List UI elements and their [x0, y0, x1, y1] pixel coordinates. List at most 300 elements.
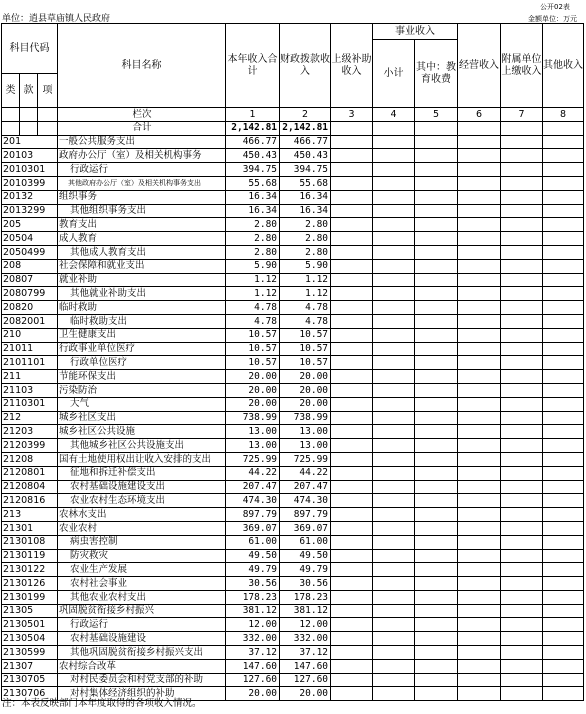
- fiscal-allocation-value: 2.80: [280, 218, 331, 232]
- subject-code: 2120816: [2, 494, 58, 508]
- total-income-value: 450.43: [226, 149, 280, 163]
- empty-cell: [458, 618, 501, 632]
- fiscal-allocation-value: 4.78: [280, 301, 331, 315]
- empty-cell: [458, 508, 501, 522]
- empty-cell: [458, 149, 501, 163]
- subject-code: 20820: [2, 301, 58, 315]
- fiscal-allocation-value: 178.23: [280, 590, 331, 604]
- total-income-header: 本年收入合计: [226, 24, 280, 108]
- empty-cell: [373, 604, 415, 618]
- empty-cell: [373, 480, 415, 494]
- empty-cell: [331, 287, 373, 301]
- empty-cell: [458, 204, 501, 218]
- empty-cell: [415, 439, 458, 453]
- empty-cell: [415, 494, 458, 508]
- empty-cell: [415, 508, 458, 522]
- empty-cell: [373, 356, 415, 370]
- empty-cell: [501, 425, 543, 439]
- empty-cell: [415, 632, 458, 646]
- empty-cell: [331, 425, 373, 439]
- subject-name: 节能环保支出: [58, 370, 226, 384]
- subject-code: 208: [2, 259, 58, 273]
- subject-code: 20807: [2, 273, 58, 287]
- empty-cell: [373, 245, 415, 259]
- subject-code: 210: [2, 328, 58, 342]
- subject-name: 其他巩固脱贫衔接乡村振兴支出: [58, 646, 226, 660]
- empty-cell: [331, 259, 373, 273]
- empty-cell: [331, 397, 373, 411]
- empty-cell: [543, 328, 584, 342]
- total-income-value: 20.00: [226, 687, 280, 701]
- empty-cell: [331, 632, 373, 646]
- empty-cell: [331, 383, 373, 397]
- total-row: [2, 121, 584, 135]
- fiscal-allocation-value: 30.56: [280, 577, 331, 591]
- empty-cell: [501, 687, 543, 701]
- table-row: [2, 646, 584, 660]
- empty-cell: [501, 590, 543, 604]
- table-row: [2, 356, 584, 370]
- empty-cell: [331, 439, 373, 453]
- empty-cell: [331, 673, 373, 687]
- fiscal-allocation-value: 16.34: [280, 190, 331, 204]
- empty-cell: [373, 466, 415, 480]
- empty-cell: [543, 452, 584, 466]
- business-income-header: 事业收入: [373, 24, 458, 40]
- empty-cell: [543, 480, 584, 494]
- empty-cell: [501, 494, 543, 508]
- empty-cell: [415, 287, 458, 301]
- empty-cell: [458, 287, 501, 301]
- empty-cell: [331, 301, 373, 315]
- lei-header: 类: [2, 74, 20, 108]
- subject-name: 政府办公厅（室）及相关机构事务: [58, 149, 226, 163]
- subject-code: 2130199: [2, 590, 58, 604]
- empty-cell: [415, 480, 458, 494]
- empty-cell: [501, 535, 543, 549]
- subject-name: 农村基础设施建设支出: [58, 480, 226, 494]
- empty-cell: [331, 466, 373, 480]
- subject-code-header: 科目代码: [2, 24, 58, 74]
- table-row: [2, 411, 584, 425]
- subject-name: 教育支出: [58, 218, 226, 232]
- empty-cell: [415, 328, 458, 342]
- xiang-header: 项: [38, 74, 58, 108]
- table-row: [2, 301, 584, 315]
- empty-cell: [373, 204, 415, 218]
- fiscal-allocation-value: 44.22: [280, 466, 331, 480]
- empty-cell: [415, 618, 458, 632]
- subject-code: 2010301: [2, 163, 58, 177]
- empty-cell: [415, 342, 458, 356]
- empty-cell: [331, 273, 373, 287]
- subject-code: 2050499: [2, 245, 58, 259]
- total-income-value: 369.07: [226, 521, 280, 535]
- empty-cell: [543, 549, 584, 563]
- empty-cell: [415, 383, 458, 397]
- empty-cell: [501, 383, 543, 397]
- empty-cell: [458, 590, 501, 604]
- empty-cell: [373, 577, 415, 591]
- subject-code: 20132: [2, 190, 58, 204]
- subject-code: 2080799: [2, 287, 58, 301]
- empty-cell: [415, 259, 458, 273]
- empty-cell: [543, 273, 584, 287]
- subject-code: 205: [2, 218, 58, 232]
- empty-cell: [331, 563, 373, 577]
- subject-name: 行政运行: [58, 618, 226, 632]
- subject-name: 一般公共服务支出: [58, 135, 226, 149]
- table-row: [2, 273, 584, 287]
- empty-cell: [501, 411, 543, 425]
- empty-cell: [458, 632, 501, 646]
- table-row: [2, 466, 584, 480]
- empty-cell: [501, 632, 543, 646]
- table-row: [2, 494, 584, 508]
- total-label: 合计: [58, 121, 226, 135]
- empty-cell: [331, 232, 373, 246]
- fiscal-allocation-value: 332.00: [280, 632, 331, 646]
- lanci-num: 5: [415, 108, 458, 122]
- business-subtotal-header: 小计: [373, 40, 415, 108]
- total-income-value: 394.75: [226, 163, 280, 177]
- empty-cell: [331, 646, 373, 660]
- fiscal-allocation-value: 394.75: [280, 163, 331, 177]
- empty-cell: [543, 232, 584, 246]
- table-row: [2, 370, 584, 384]
- subject-name: 大气: [58, 397, 226, 411]
- total-income-value: 20.00: [226, 397, 280, 411]
- empty-cell: [373, 314, 415, 328]
- fiscal-allocation-header: 财政拨款收入: [280, 24, 331, 108]
- empty-cell: [331, 508, 373, 522]
- empty-cell: [543, 466, 584, 480]
- subject-code: 2110301: [2, 397, 58, 411]
- empty-cell: [501, 521, 543, 535]
- fiscal-allocation-value: 13.00: [280, 439, 331, 453]
- empty-cell: [373, 328, 415, 342]
- total-income-value: 738.99: [226, 411, 280, 425]
- table-row: [2, 521, 584, 535]
- table-row: [2, 245, 584, 259]
- subject-code: 2130705: [2, 673, 58, 687]
- empty-cell: [458, 646, 501, 660]
- table-row: [2, 149, 584, 163]
- total-income-value: 20.00: [226, 370, 280, 384]
- subject-name: 污染防治: [58, 383, 226, 397]
- empty-cell: [543, 604, 584, 618]
- subject-code: 21305: [2, 604, 58, 618]
- empty-cell: [331, 411, 373, 425]
- total-income-value: 2.80: [226, 245, 280, 259]
- table-row: [2, 439, 584, 453]
- table-row: [2, 452, 584, 466]
- subject-code: 2130126: [2, 577, 58, 591]
- subject-code: 20504: [2, 232, 58, 246]
- table-row: [2, 232, 584, 246]
- subject-name-header: 科目名称: [58, 24, 226, 108]
- empty-cell: [415, 149, 458, 163]
- fiscal-allocation-value: 738.99: [280, 411, 331, 425]
- empty-cell: [543, 646, 584, 660]
- income-table: [1, 23, 584, 701]
- subject-name: 其他成人教育支出: [58, 245, 226, 259]
- empty-cell: [501, 259, 543, 273]
- fiscal-allocation-value: 5.90: [280, 259, 331, 273]
- empty-cell: [543, 163, 584, 177]
- empty-cell: [415, 314, 458, 328]
- empty-cell: [415, 673, 458, 687]
- subject-name: 其他就业补助支出: [58, 287, 226, 301]
- fiscal-allocation-value: 20.00: [280, 397, 331, 411]
- empty-cell: [458, 535, 501, 549]
- subject-code: 2130122: [2, 563, 58, 577]
- empty-cell: [458, 383, 501, 397]
- empty-cell: [373, 135, 415, 149]
- subject-name: 行政事业单位医疗: [58, 342, 226, 356]
- empty-cell: [415, 397, 458, 411]
- empty-cell: [543, 563, 584, 577]
- empty-cell: [373, 259, 415, 273]
- empty-cell: [458, 342, 501, 356]
- subject-code: 2082001: [2, 314, 58, 328]
- empty-cell: [543, 439, 584, 453]
- table-row: [2, 480, 584, 494]
- empty-cell: [373, 508, 415, 522]
- empty-cell: [373, 232, 415, 246]
- business-edu-header: 其中：教育收费: [415, 40, 458, 108]
- subject-name: 农林水支出: [58, 508, 226, 522]
- affiliated-income-header: 附属单位上缴收入: [501, 24, 543, 108]
- empty-cell: [373, 301, 415, 315]
- fiscal-allocation-value: 147.60: [280, 659, 331, 673]
- subject-code: 2130504: [2, 632, 58, 646]
- empty-cell: [501, 232, 543, 246]
- empty-cell: [415, 535, 458, 549]
- total-income-value: 49.50: [226, 549, 280, 563]
- empty-cell: [373, 397, 415, 411]
- subject-name: 对村民委员会和村党支部的补助: [58, 673, 226, 687]
- empty-cell: [501, 163, 543, 177]
- empty-cell: [458, 659, 501, 673]
- empty-cell: [543, 659, 584, 673]
- empty-cell: [373, 673, 415, 687]
- empty-cell: [415, 687, 458, 701]
- empty-cell: [458, 439, 501, 453]
- subject-name: 农业农村生态环境支出: [58, 494, 226, 508]
- empty-cell: [415, 301, 458, 315]
- table-row: [2, 618, 584, 632]
- empty-cell: [373, 687, 415, 701]
- subject-code: 2120801: [2, 466, 58, 480]
- subject-code: 21208: [2, 452, 58, 466]
- fiscal-allocation-value: 55.68: [280, 176, 331, 190]
- empty-cell: [543, 577, 584, 591]
- empty-cell: [501, 563, 543, 577]
- empty-cell: [458, 245, 501, 259]
- total-income-value: 12.00: [226, 618, 280, 632]
- empty-cell: [501, 287, 543, 301]
- empty-cell: [331, 521, 373, 535]
- total-income-value: 897.79: [226, 508, 280, 522]
- empty-cell: [331, 163, 373, 177]
- subject-name: 其他农业农村支出: [58, 590, 226, 604]
- subject-name: 防灾救灾: [58, 549, 226, 563]
- total-income-value: 127.60: [226, 673, 280, 687]
- empty-cell: [501, 646, 543, 660]
- empty-cell: [373, 659, 415, 673]
- empty-cell: [501, 218, 543, 232]
- fiscal-allocation-value: 12.00: [280, 618, 331, 632]
- empty-cell: [415, 356, 458, 370]
- empty-cell: [501, 618, 543, 632]
- subject-name: 巩固脱贫衔接乡村振兴: [58, 604, 226, 618]
- empty-cell: [458, 411, 501, 425]
- fiscal-allocation-value: 207.47: [280, 480, 331, 494]
- empty-cell: [543, 521, 584, 535]
- empty-cell: [415, 245, 458, 259]
- empty-cell: [458, 135, 501, 149]
- empty-cell: [501, 466, 543, 480]
- empty-cell: [458, 604, 501, 618]
- empty-cell: [543, 632, 584, 646]
- empty-cell: [415, 563, 458, 577]
- total-income-value: 13.00: [226, 425, 280, 439]
- total-income-value: 10.57: [226, 328, 280, 342]
- empty-cell: [458, 218, 501, 232]
- total-income-value: 20.00: [226, 383, 280, 397]
- empty-cell: [331, 604, 373, 618]
- table-row: [2, 342, 584, 356]
- empty-cell: [543, 590, 584, 604]
- empty-cell: [373, 287, 415, 301]
- kuan-header: 款: [20, 74, 38, 108]
- empty-cell: [543, 245, 584, 259]
- empty-cell: [543, 135, 584, 149]
- subject-name: 社会保障和就业支出: [58, 259, 226, 273]
- empty-cell: [501, 577, 543, 591]
- fiscal-allocation-value: 10.57: [280, 328, 331, 342]
- subject-code: 2130119: [2, 549, 58, 563]
- total-income-value: 16.34: [226, 204, 280, 218]
- fiscal-allocation-value: 725.99: [280, 452, 331, 466]
- empty-cell: [331, 135, 373, 149]
- empty-cell: [458, 425, 501, 439]
- table-row: [2, 176, 584, 190]
- subject-name: 卫生健康支出: [58, 328, 226, 342]
- subject-name: 行政单位医疗: [58, 356, 226, 370]
- empty-cell: [543, 259, 584, 273]
- total-income-value: 30.56: [226, 577, 280, 591]
- fiscal-allocation-value: 49.79: [280, 563, 331, 577]
- empty-cell: [543, 342, 584, 356]
- fiscal-allocation-value: 450.43: [280, 149, 331, 163]
- subject-code: 2013299: [2, 204, 58, 218]
- empty-cell: [501, 342, 543, 356]
- empty-cell: [415, 273, 458, 287]
- empty-cell: [415, 452, 458, 466]
- table-row: [2, 314, 584, 328]
- empty-cell: [543, 287, 584, 301]
- total-income-value: 16.34: [226, 190, 280, 204]
- total-income-value: 332.00: [226, 632, 280, 646]
- table-row: [2, 190, 584, 204]
- empty-cell: [415, 190, 458, 204]
- table-row: [2, 328, 584, 342]
- empty-cell: [331, 618, 373, 632]
- empty-cell: [373, 563, 415, 577]
- empty-cell: [458, 521, 501, 535]
- subject-code: 213: [2, 508, 58, 522]
- table-row: [2, 425, 584, 439]
- subject-code: 21103: [2, 383, 58, 397]
- empty-cell: [543, 176, 584, 190]
- total-income-value: 61.00: [226, 535, 280, 549]
- empty-cell: [331, 480, 373, 494]
- empty-cell: [543, 314, 584, 328]
- empty-cell: [415, 521, 458, 535]
- empty-cell: [373, 176, 415, 190]
- total-income-value: 178.23: [226, 590, 280, 604]
- fiscal-allocation-value: 1.12: [280, 287, 331, 301]
- empty-cell: [373, 218, 415, 232]
- empty-cell: [501, 190, 543, 204]
- empty-cell: [331, 190, 373, 204]
- empty-cell: [458, 577, 501, 591]
- empty-cell: [501, 204, 543, 218]
- total-income-value: 466.77: [226, 135, 280, 149]
- empty-cell: [501, 135, 543, 149]
- empty-cell: [373, 163, 415, 177]
- empty-cell: [543, 687, 584, 701]
- empty-cell: [415, 590, 458, 604]
- other-income-header: 其他收入: [543, 24, 584, 108]
- fiscal-allocation-value: 20.00: [280, 370, 331, 384]
- total-income-value: 10.57: [226, 342, 280, 356]
- fiscal-allocation-value: 20.00: [280, 687, 331, 701]
- empty-cell: [501, 439, 543, 453]
- empty-cell: [543, 218, 584, 232]
- table-row: [2, 287, 584, 301]
- empty-cell: [543, 494, 584, 508]
- empty-cell: [373, 535, 415, 549]
- empty-cell: [458, 563, 501, 577]
- empty-cell: [543, 397, 584, 411]
- fiscal-allocation-value: 49.50: [280, 549, 331, 563]
- table-row: [2, 218, 584, 232]
- empty-cell: [458, 356, 501, 370]
- empty-cell: [543, 673, 584, 687]
- empty-cell: [373, 618, 415, 632]
- lanci-num: 7: [501, 108, 543, 122]
- empty-cell: [373, 149, 415, 163]
- empty-cell: [331, 314, 373, 328]
- empty-cell: [458, 494, 501, 508]
- subject-name: 病虫害控制: [58, 535, 226, 549]
- empty-cell: [373, 494, 415, 508]
- empty-cell: [458, 549, 501, 563]
- lanci-label: 栏次: [58, 108, 226, 122]
- empty-cell: [331, 328, 373, 342]
- empty-cell: [458, 301, 501, 315]
- empty-cell: [373, 452, 415, 466]
- subject-code: 2130599: [2, 646, 58, 660]
- empty-cell: [543, 301, 584, 315]
- empty-cell: [458, 466, 501, 480]
- subject-code: 2130706: [2, 687, 58, 701]
- total-income-value: 381.12: [226, 604, 280, 618]
- empty-cell: [331, 245, 373, 259]
